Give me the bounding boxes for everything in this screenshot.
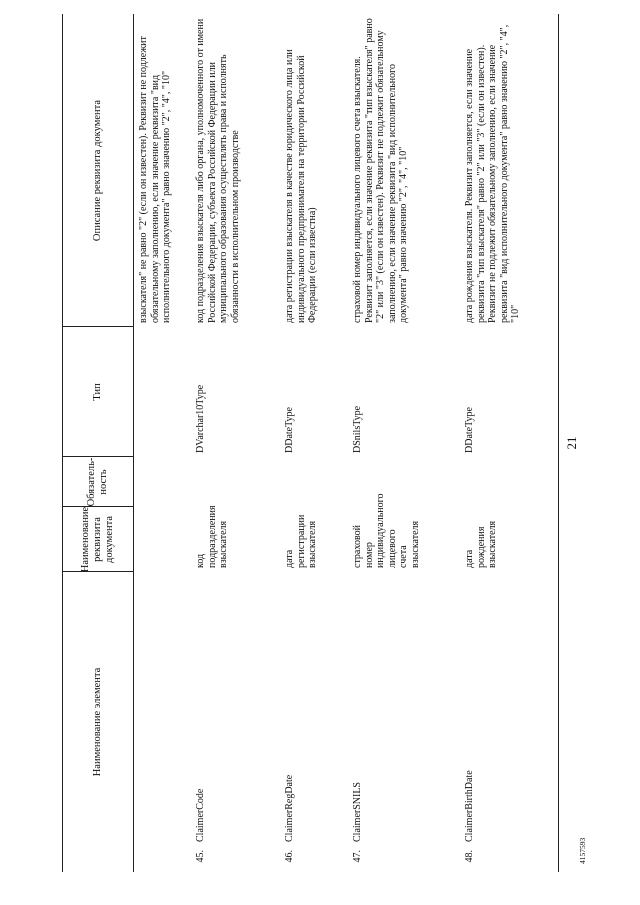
row-number: 47. bbox=[352, 850, 363, 863]
element-name: ClaimerBirthDate bbox=[464, 770, 475, 842]
row-number: 48. bbox=[464, 850, 475, 863]
column-divider bbox=[63, 506, 133, 507]
page-number: 21 bbox=[564, 436, 579, 450]
element-name: ClaimerSNILS bbox=[352, 782, 363, 842]
continuation-description: взыскателя" не равно "2" (если он известен). Реквизит не подлежит обязательному заполнению, если значение реквизита "вид исполнительного документа" равно значению "2", "4", "10" bbox=[138, 36, 172, 323]
element-type: DVarchar10Type bbox=[195, 384, 206, 453]
element-name: ClaimerRegDate bbox=[284, 774, 295, 842]
footer-code: 4157593 bbox=[578, 837, 587, 864]
table-row bbox=[464, 14, 554, 872]
header-element-name: Наименование элемента bbox=[92, 667, 103, 777]
element-type: DDateType bbox=[284, 407, 295, 453]
requisite-name: код подразделения взыскателя bbox=[195, 505, 229, 568]
continuation-row bbox=[138, 14, 186, 872]
table-row bbox=[284, 14, 346, 872]
element-description: код подразделения взыскателя либо органа, уполномоченного от имени Российской Федерации, субъекта Российской Федерации или муниципального образования осуществлять права и исполнять обязанности в исполнительном производстве bbox=[195, 18, 241, 323]
column-divider bbox=[63, 571, 133, 572]
requisites-table bbox=[62, 14, 559, 872]
element-description: страховой номер индивидуального лицевого счета взыскателя. Реквизит заполняется, если значение реквизита "тип взыскателя" равно "2" или "3" (если он известен). Реквизит не подлежит обязательному заполнению, если значение реквизита "вид исполнительного документа" равно значению "2", "4", "10" bbox=[352, 18, 409, 323]
table-row bbox=[352, 14, 452, 872]
requisite-name: дата регистрации взыскателя bbox=[284, 514, 318, 568]
requisite-name: дата рождения взыскателя bbox=[464, 520, 498, 568]
element-name: ClaimerCode bbox=[195, 788, 206, 842]
column-divider bbox=[63, 326, 133, 327]
row-number: 46. bbox=[284, 850, 295, 863]
column-divider bbox=[63, 456, 133, 457]
element-type: DDateType bbox=[464, 407, 475, 453]
header-required: Обязатель-ность bbox=[86, 457, 109, 507]
element-type: DSnilsType bbox=[352, 405, 363, 453]
row-number: 45. bbox=[195, 850, 206, 863]
table-row bbox=[195, 14, 281, 872]
element-description: дата регистрации взыскателя в качестве юридического лица или индивидуального предпринимателя на территории Российской Федерации (если известна) bbox=[284, 49, 318, 323]
requisite-name: страховой номер индивидуального лицевого счета взыскателя bbox=[352, 493, 421, 568]
table-header bbox=[63, 14, 134, 872]
header-type: Тип bbox=[92, 383, 103, 401]
header-requisite-name: Наименование реквизита документа bbox=[80, 506, 115, 573]
rotated-table-block bbox=[62, 14, 600, 872]
element-description: дата рождения взыскателя. Реквизит заполняется, если значение реквизита "тип взыскателя" равно "2" или "3" (если он известен). Реквизит не подлежит обязательному заполнению, если значение реквизита "вид исполнительного документа" равно значению "2", "4", "10" bbox=[464, 24, 521, 323]
header-description: Описание реквизита документа bbox=[92, 99, 103, 242]
